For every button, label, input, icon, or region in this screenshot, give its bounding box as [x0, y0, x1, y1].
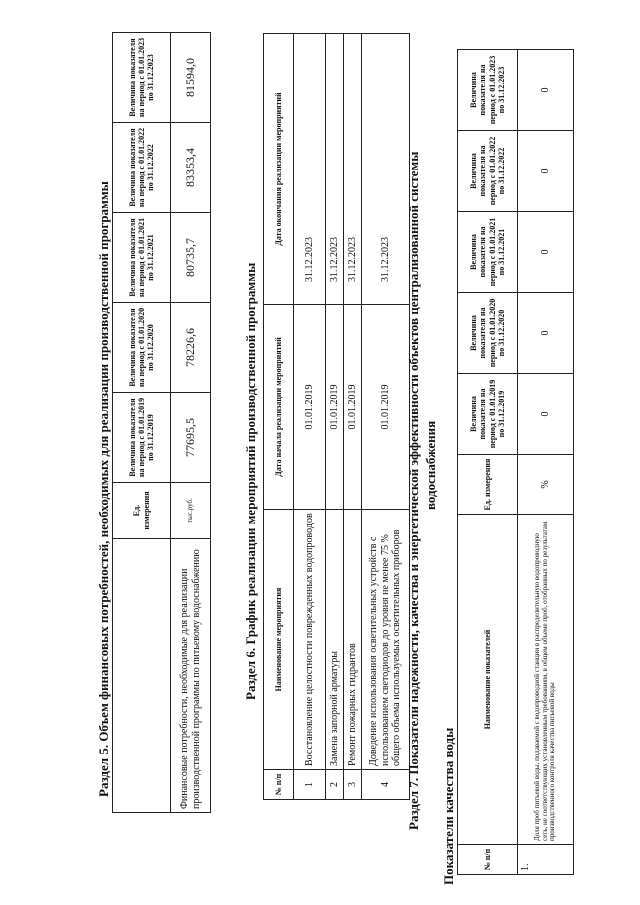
- row-number: 3: [344, 770, 362, 800]
- value-2020: 0: [518, 293, 574, 374]
- section-7-title-line2: водоснабжения: [423, 420, 438, 510]
- activity-name: Ремонт пожарных гидрантов: [344, 510, 362, 770]
- header-2022: Величина показателя на период с 01.01.2022 по 31.12.2022: [113, 123, 171, 213]
- section-6-title: Раздел 6. График реализации мероприятий производственной программы: [243, 262, 258, 700]
- header-empty: [113, 539, 171, 813]
- unit-cell: %: [518, 455, 574, 515]
- header-indicator: Наименование показателей: [458, 515, 518, 845]
- end-date: 31.12.2023: [326, 34, 344, 305]
- section-6-table: [263, 33, 410, 800]
- value-2021: 0: [518, 212, 574, 293]
- start-date: 01.01.2019: [326, 305, 344, 510]
- header-2023: Величина показателя на период с 01.01.2023 по 31.12.2023: [113, 33, 171, 123]
- header-2020: Величина показателя на период с 01.01.2020 по 31.12.2020: [458, 293, 518, 374]
- section-7-title: Раздел 7. Показатели надежности, качества и энергетической эффективности объектов централизованной системы: [406, 151, 421, 830]
- start-date: 01.01.2019: [362, 305, 410, 510]
- start-date: 01.01.2019: [344, 305, 362, 510]
- value-2019: 0: [518, 374, 574, 455]
- value-2023: 0: [518, 50, 574, 131]
- header-number: № п/п: [458, 845, 518, 875]
- row-number: 1: [294, 770, 326, 800]
- value-2022: 83353,4: [171, 123, 211, 213]
- end-date: 31.12.2023: [294, 34, 326, 305]
- row-label: Финансовые потребности, необходимые для реализации производственной программы по питьевому водоснабжению: [171, 539, 211, 813]
- header-2023: Величина показателя на период с 01.01.2023 по 31.12.2023: [458, 50, 518, 131]
- end-date: 31.12.2023: [344, 34, 362, 305]
- header-end: Дата окончания реализации мероприятий: [264, 34, 294, 305]
- indicator-name: Доля проб питьевой воды, подаваемой с водопроводной станции в распределительную водопроводную сеть, не соответствующих установленным требованиям, в общем объеме проб, отобранных по результатам производственного контроля качества питьевой воды: [518, 515, 574, 845]
- value-2023: 81594,0: [171, 33, 211, 123]
- unit-cell: тыс.руб.: [171, 483, 211, 539]
- header-activity: Наименование мероприятия: [264, 510, 294, 770]
- header-2021: Величина показателя на период с 01.01.2021 по 31.12.2021: [458, 212, 518, 293]
- section-7-table: [457, 49, 574, 875]
- section-7-subtitle: Показатели качества воды: [441, 727, 456, 885]
- value-2020: 78226,6: [171, 303, 211, 393]
- header-number: № п/п: [264, 770, 294, 800]
- section-5-title: Раздел 5. Объем финансовых потребностей, необходимых для реализации производственной программы: [96, 181, 111, 797]
- activity-name: Замена запорной арматуры: [326, 510, 344, 770]
- end-date: 31.12.2023: [362, 34, 410, 305]
- activity-name: Восстановление целостности поврежденных водопроводов: [294, 510, 326, 770]
- header-start: Дата начала реализации мероприятий: [264, 305, 294, 510]
- row-number: 1.: [518, 845, 574, 875]
- header-2019: Величина показателя на период с 01.01.2019 по 31.12.2019: [458, 374, 518, 455]
- row-number: 2: [326, 770, 344, 800]
- value-2019: 77695,5: [171, 393, 211, 483]
- header-2021: Величина показателя на период с 01.01.2021 по 31.12.2021: [113, 213, 171, 303]
- header-unit: Ед. измерения: [113, 483, 171, 539]
- header-unit: Ед. измерения: [458, 455, 518, 515]
- start-date: 01.01.2019: [294, 305, 326, 510]
- header-2019: Величина показателя на период с 01.01.2019 по 31.12.2019: [113, 393, 171, 483]
- row-number: 4: [362, 770, 410, 800]
- activity-name: Доведение использования осветительных устройств с использованием светодиодов до уровня не менее 75 % общего объема используемых осветительных приборов: [362, 510, 410, 770]
- header-2022: Величина показателя на период с 01.01.2022 по 31.12.2022: [458, 131, 518, 212]
- value-2021: 80735,7: [171, 213, 211, 303]
- value-2022: 0: [518, 131, 574, 212]
- header-2020: Величина показателя на период с 01.01.2020 по 31.12.2020: [113, 303, 171, 393]
- section-5-table: [112, 32, 211, 813]
